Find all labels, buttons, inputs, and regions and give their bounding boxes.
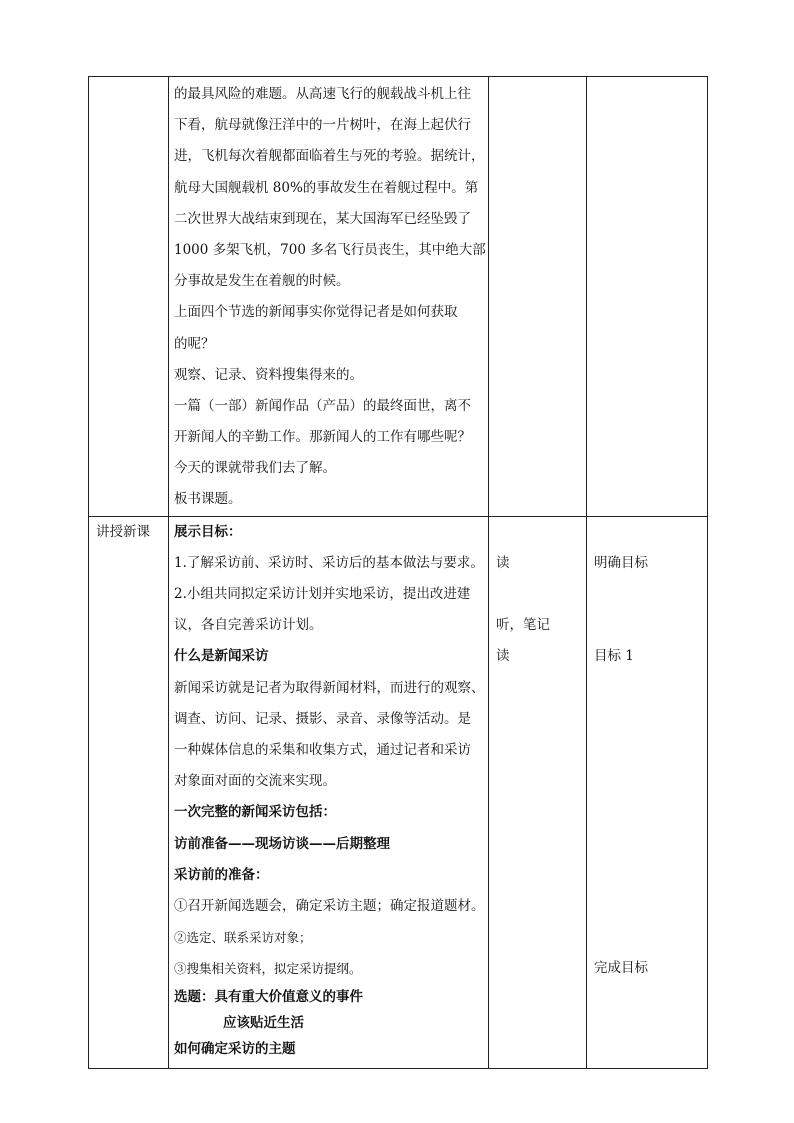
subheading: 如何确定采访的主题 [174,1041,296,1058]
content-line: 板书课题。 [174,491,242,508]
content-cell [169,516,489,1068]
design-intent-cell [587,516,708,1068]
content-line: 一篇（一部）新闻作品（产品）的最终面世，离不 [174,397,471,414]
content-line: 上面四个节选的新闻事实你觉得记者是如何获取 [174,304,458,321]
subheading: 采访前的准备： [174,866,269,883]
content-line: 进，飞机每次着舰都面临着生与死的考验。据统计， [174,148,485,165]
activity-text: 读 [496,554,510,571]
content-line: 对象面对面的交流来实现。 [174,773,336,790]
goals-heading: 展示目标： [174,523,242,540]
content-line: 1.了解采访前、采访时、采访后的基本做法与要求。 [174,554,484,571]
activity-text: 听，笔记 [496,616,550,633]
content-line: 的呢？ [174,335,215,352]
content-line: 调查、访问、记录、摄影、录音、录像等活动。是 [174,710,471,727]
content-line: 新闻采访就是记者为取得新闻材料，而进行的观察、 [174,679,485,696]
intent-text: 完成目标 [594,960,648,976]
content-line: 一种媒体信息的采集和收集方式，通过记者和采访 [174,741,471,758]
content-line: 下看，航母就像汪洋中的一片树叶，在海上起伏行 [174,117,471,134]
process-line: 访前准备——现场访谈——后期整理 [174,835,390,852]
student-activity-cell [489,77,587,517]
table-row [89,516,708,1068]
content-line: ③搜集相关资料，拟定采访提纲。 [174,961,362,977]
student-activity-cell [489,516,587,1068]
design-intent-cell [587,77,708,517]
activity-text: 读 [496,648,510,664]
content-line: 1000 多架飞机，700 多名飞行员丧生，其中绝大部 [174,241,486,258]
content-line: 二次世界大战结束到现在，某大国海军已经坠毁了 [174,210,471,227]
content-line: 的最具风险的难题。从高速飞行的舰载战斗机上往 [174,86,471,102]
subheading: 应该贴近生活 [223,1015,304,1032]
section-label [89,77,168,108]
section-label: 讲授新课 [96,523,150,540]
section-cell [89,516,169,1068]
content-line: 2.小组共同拟定采访计划并实地采访，提出改进建 [174,586,471,602]
subheading: 什么是新闻采访 [174,648,269,665]
table-row [89,77,708,517]
content-line: 分事故是发生在着舰的时候。 [174,273,350,290]
section-cell [89,77,169,517]
content-line: 今天的课就带我们去了解。 [174,460,336,477]
subheading: 一次完整的新闻采访包括： [174,804,336,821]
content-line: 航母大国舰载机 80%的事故发生在着舰过程中。第 [174,179,479,196]
content-line: ①召开新闻选题会，确定采访主题；确定报道题材。 [174,897,485,914]
lesson-plan-table [88,76,708,1069]
content-cell [169,77,489,517]
content-line: 议，各自完善采访计划。 [174,617,323,634]
subheading: 选题：具有重大价值意义的事件 [174,989,363,1006]
intent-text: 目标 1 [594,647,634,664]
intent-text: 明确目标 [594,554,648,571]
content-line: 观察、记录、资料搜集得来的。 [174,366,363,383]
content-line: 开新闻人的辛勤工作。那新闻人的工作有哪些呢？ [174,429,471,446]
content-line: ②选定、联系采访对象； [174,930,312,946]
